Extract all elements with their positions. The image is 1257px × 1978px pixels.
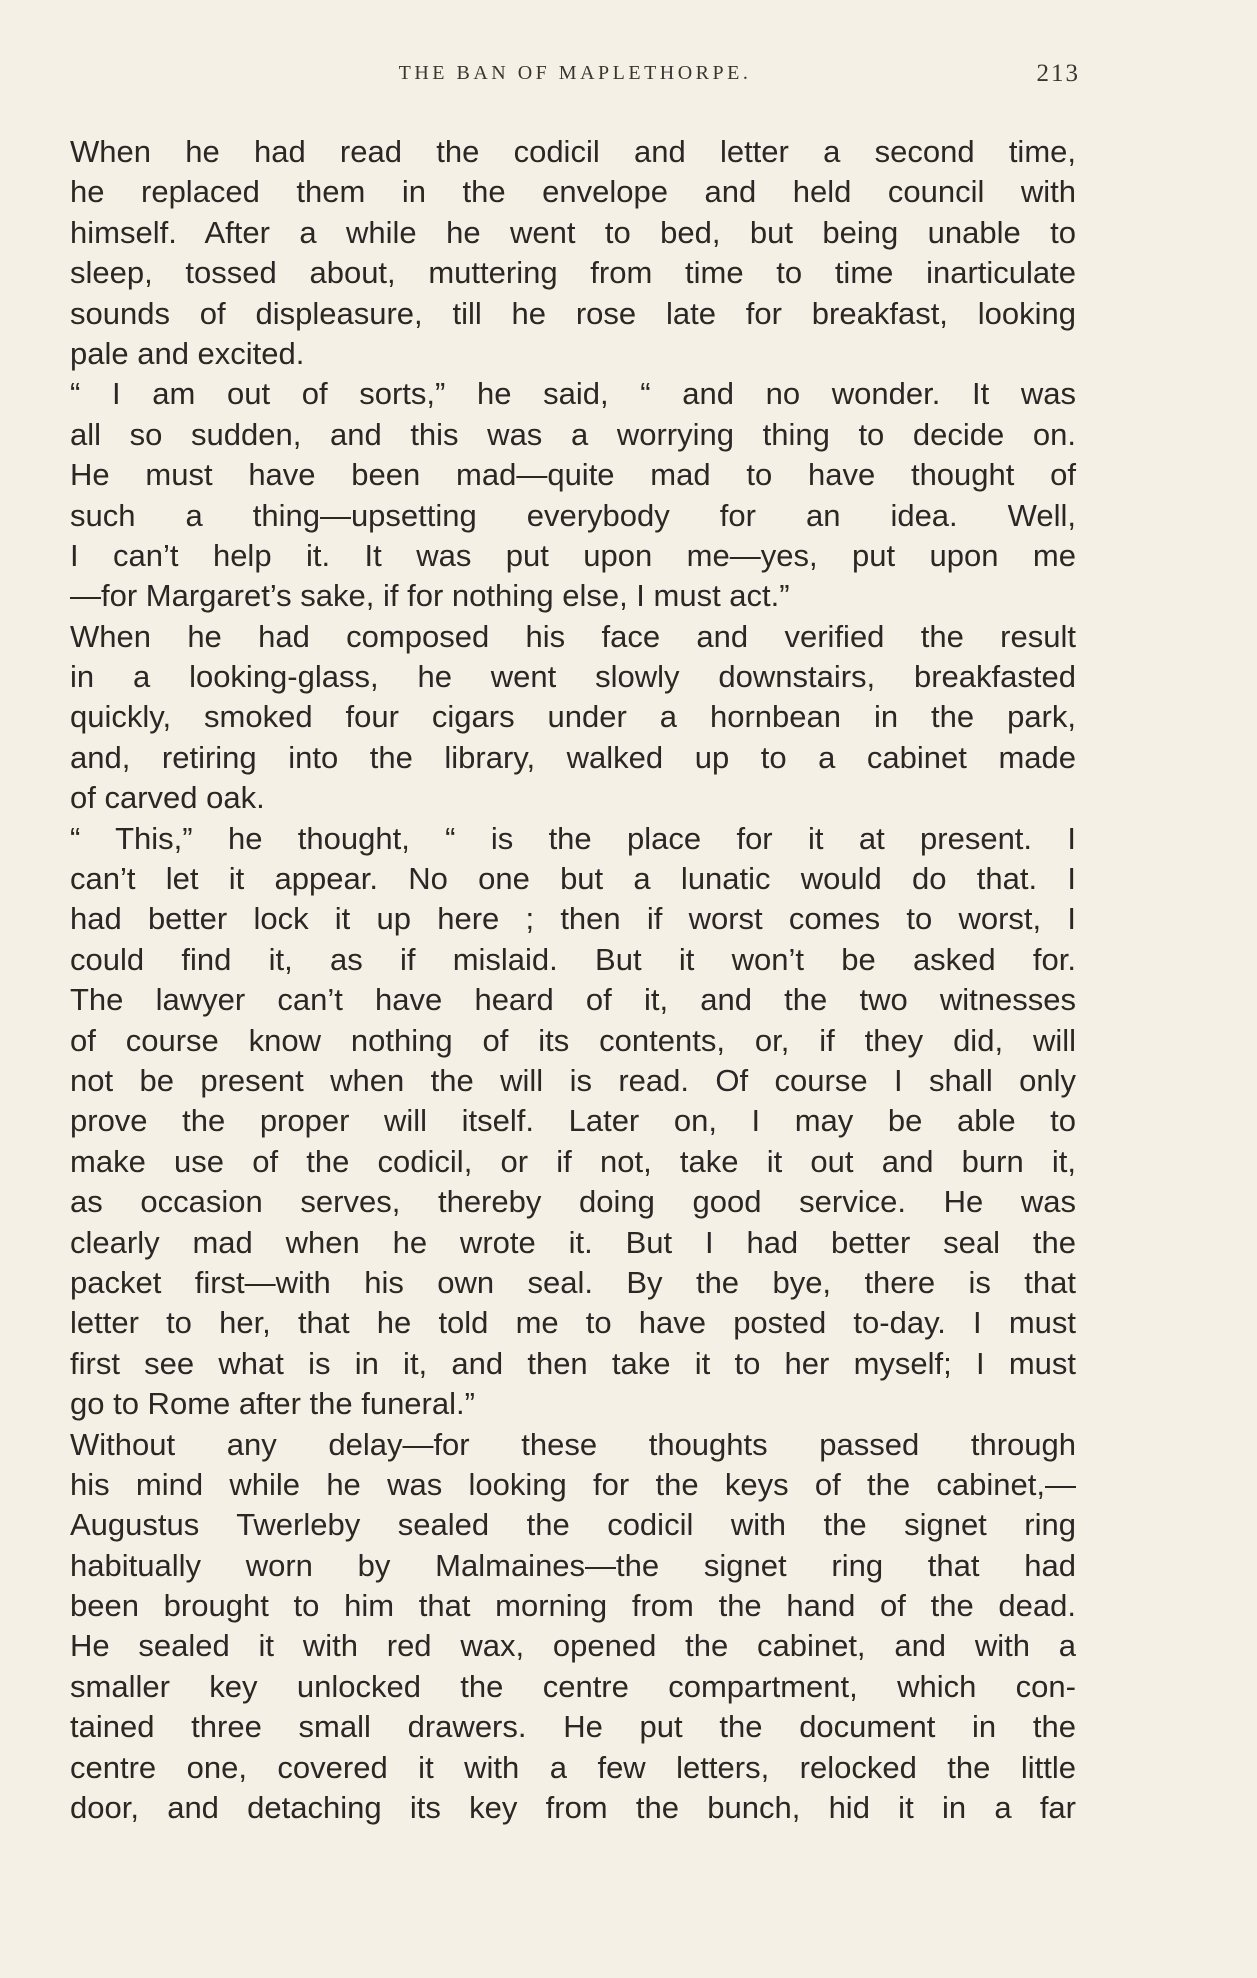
text-line: could find it, as if mislaid. But it won’t be asked for. [70,941,1076,977]
text-line: When he had read the codicil and letter a second time, [70,134,1076,169]
text-line: sleep, tossed about, muttering from time to time inarticulate [70,255,1076,291]
text-line: quickly, smoked four cigars under a hornbean in the park, [70,699,1076,735]
running-head [70,62,1080,102]
text-line: first see what is in it, and then take it to her myself; I must [70,1345,1076,1381]
text-line: He sealed it with red wax, opened the cabinet, and with a [70,1628,1076,1664]
text-line: The lawyer can’t have heard of it, and the two witnesses [70,982,1076,1018]
text-line: I can’t help it. It was put upon me—yes, put upon me [70,537,1076,573]
text-line: not be present when the will is read. Of course I shall only [70,1062,1076,1098]
text-line: had better lock it up here ; then if worst comes to worst, I [70,901,1076,937]
text-line: packet first—with his own seal. By the bye, there is that [70,1264,1076,1300]
text-line: as occasion serves, thereby doing good service. He was [70,1184,1076,1220]
text-line: of course know nothing of its contents, or, if they did, will [70,1022,1076,1058]
text-line: go to Rome after the funeral.” [70,1386,475,1422]
text-line: sounds of displeasure, till he rose late for breakfast, looking [70,295,1076,331]
text-line: smaller key unlocked the centre compartment, which con- [70,1668,1076,1704]
running-title: THE BAN OF MAPLETHORPE. [398,62,752,84]
text-line: of carved oak. [70,780,265,816]
body-text [70,132,1076,1828]
text-line: prove the proper will itself. Later on, I may be able to [70,1103,1076,1139]
text-line: Augustus Twerleby sealed the codicil with the signet ring [70,1507,1076,1543]
text-line: habitually worn by Malmaines—the signet ring that had [70,1547,1076,1583]
text-line: and, retiring into the library, walked up to a cabinet made [70,739,1076,775]
text-line: make use of the codicil, or if not, take it out and burn it, [70,1143,1076,1179]
text-line: tained three small drawers. He put the document in the [70,1709,1076,1745]
text-line: letter to her, that he told me to have posted to-day. I must [70,1305,1076,1341]
text-line: in a looking-glass, he went slowly downstairs, breakfasted [70,659,1076,695]
text-line: can’t let it appear. No one but a lunatic would do that. I [70,861,1076,897]
text-line: he replaced them in the envelope and held council with [70,174,1076,210]
page-number: 213 [1036,60,1080,87]
text-line: such a thing—upsetting everybody for an idea. Well, [70,497,1076,533]
text-line: When he had composed his face and verified the result [70,618,1076,654]
text-line: his mind while he was looking for the keys of the cabinet,— [70,1466,1076,1502]
text-line: “ This,” he thought, “ is the place for it at present. I [70,820,1076,856]
text-line: been brought to him that morning from the hand of the dead. [70,1588,1076,1624]
text-line: clearly mad when he wrote it. But I had better seal the [70,1224,1076,1260]
text-line: door, and detaching its key from the bunch, hid it in a far [70,1790,1076,1826]
text-line: pale and excited. [70,335,305,371]
text-line: —for Margaret’s sake, if for nothing else, I must act.” [70,578,790,614]
text-line: centre one, covered it with a few letters, relocked the little [70,1749,1076,1785]
text-line: himself. After a while he went to bed, but being unable to [70,214,1076,250]
text-line: “ I am out of sorts,” he said, “ and no wonder. It was [70,376,1076,412]
text-line: He must have been mad—quite mad to have thought of [70,457,1076,493]
text-line: Without any delay—for these thoughts passed through [70,1426,1076,1462]
text-line: all so sudden, and this was a worrying thing to decide on. [70,416,1076,452]
